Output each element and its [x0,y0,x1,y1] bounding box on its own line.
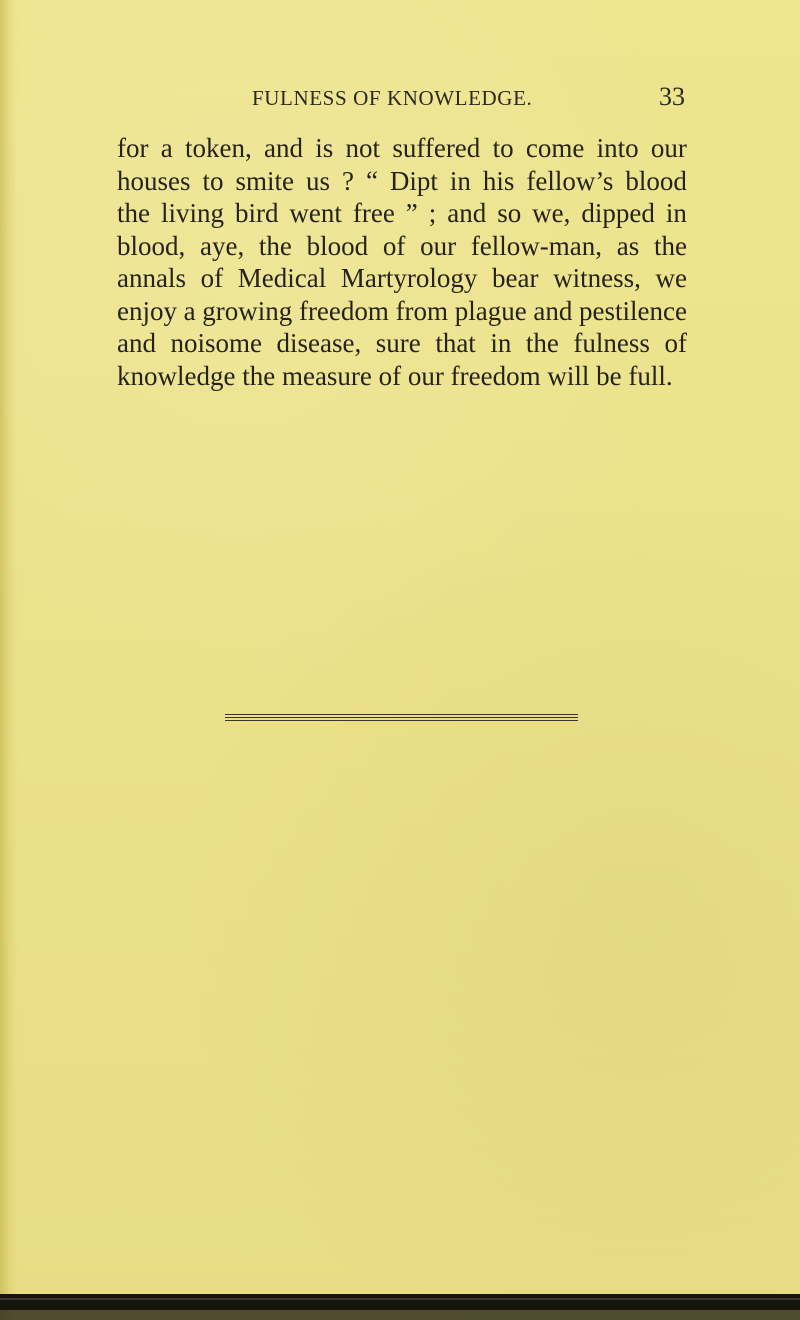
word: dipped [581,198,655,228]
page-number: 33 [659,82,685,111]
word: token, [185,133,252,163]
word: fulness [573,328,650,358]
word: his [482,165,515,196]
text-line [117,230,687,263]
word: come [525,133,585,163]
word: disease, [276,328,362,358]
word: ; [428,198,437,228]
word: us [305,165,330,196]
word: “ [365,165,378,196]
word: we [655,263,687,293]
word: sure [375,328,421,358]
word: witness, [553,263,641,293]
word: in [449,165,471,196]
word: to [202,165,224,196]
word: a [160,133,173,163]
word: into [596,133,639,163]
section-rule [225,717,578,718]
word: fellow-man, [470,230,603,261]
text-line: knowledge the measure of our freedom will be full. [117,360,673,391]
text-line [117,132,687,165]
word: living [160,198,224,228]
text-line [117,295,687,328]
word: free [352,198,395,228]
word: houses [117,165,191,196]
word: the [653,230,687,261]
word: Medical [237,263,327,293]
running-head: FULNESS OF KNOWLEDGE. [252,86,533,110]
text-line [117,197,687,230]
word: plague [454,295,527,326]
word: our [420,230,457,261]
word: of [664,328,687,358]
word: that [435,328,476,358]
body-paragraph [117,132,687,392]
word: from [395,295,449,326]
word: of [382,230,406,261]
word: growing [202,295,293,326]
word: bird [234,198,279,228]
word: fellow’s [526,165,614,196]
text-line [117,262,687,295]
section-rule [225,714,578,715]
word: the [258,230,292,261]
word: not [345,133,381,163]
word: as [616,230,640,261]
word: for [117,133,149,163]
section-rule [225,720,578,721]
word: to [492,133,514,163]
scan-bottom-edge [0,1292,800,1320]
word: freedom [298,295,389,326]
word: pestilence [578,295,687,326]
word: smite [235,165,294,196]
word: of [200,263,224,293]
word: bear [492,263,539,293]
page-left-edge-shadow [0,0,18,1320]
word: a [183,295,196,326]
word: noisome [170,328,263,358]
word: we, [532,198,571,228]
word: the [117,198,150,228]
word: and [264,133,303,163]
word: and [447,198,487,228]
word: blood, [117,230,186,261]
word: so [497,198,522,228]
word: enjoy [117,295,177,326]
word: aye, [199,230,245,261]
text-line [117,327,687,360]
word: went [289,198,342,228]
word: ” [405,198,418,228]
word: Martyrology [340,263,478,293]
word: and [533,295,573,326]
word: and [117,328,156,358]
word: blood [306,230,369,261]
text-line [117,165,687,198]
word: in [665,198,687,228]
word: ? [341,165,354,196]
word: Dipt [389,165,438,196]
word: the [525,328,559,358]
word: is [315,133,334,163]
word: our [650,133,687,163]
word: suffered [392,133,481,163]
word: in [490,328,512,358]
word: annals [117,263,186,293]
word: blood [625,165,687,196]
